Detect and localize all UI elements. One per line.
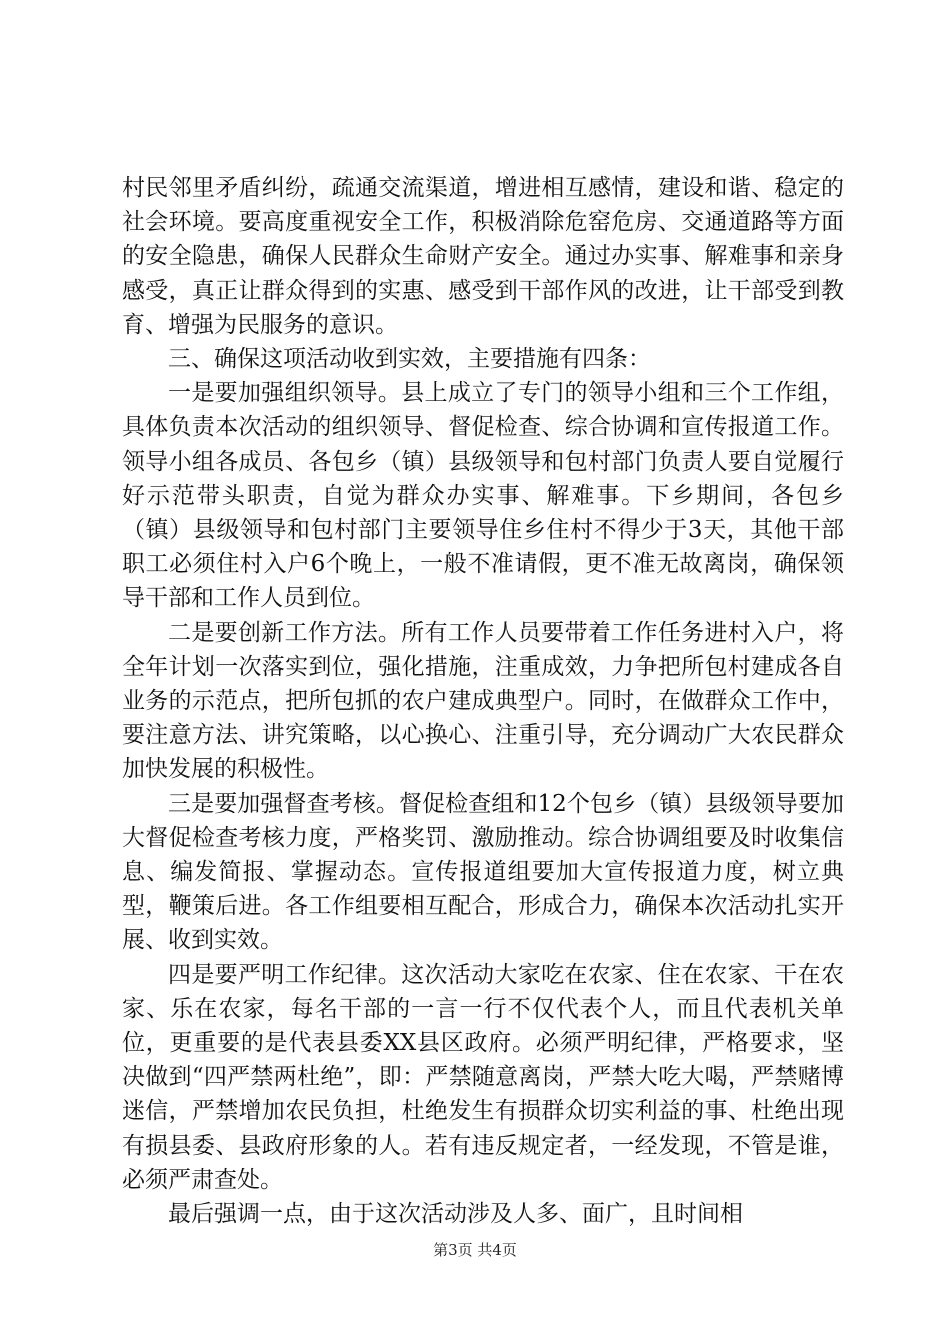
paragraph-2: 三、确保这项活动收到实效，主要措施有四条： — [168, 346, 651, 373]
paragraph-1: 村民邻里矛盾纠纷，疏通交流渠道，增进相互感情，建设和谐、稳定的社会环境。要高度重视安全工作，积极消除危窑危房、交通道路等方面的安全隐患，确保人民群众生命财产安全。通过办实事、解难事和亲身感受，真正让群众得到的实惠、感受到干部作风的改进，让干部受到教育、增强为民服务的意识。 — [122, 175, 844, 338]
paragraph-4: 二是要创新工作方法。所有工作人员要带着工作任务进村入户，将全年计划一次落实到位，强化措施，注重成效，力争把所包村建成各自业务的示范点，把所包抓的农户建成典型户。同时，在做群众工作中，要注意方法、讲究策略，以心换心、注重引导，充分调动广大农民群众加快发展的积极性。 — [122, 619, 844, 783]
paragraph-7: 最后强调一点，由于这次活动涉及人多、面广，且时间相 — [168, 1201, 743, 1228]
paragraph-3: 一是要加强组织领导。县上成立了专门的领导小组和三个工作组，具体负责本次活动的组织领导、督促检查、综合协调和宣传报道工作。领导小组各成员、各包乡（镇）县级领导和包村部门负责人要自觉履行好示范带头职责，自觉为群众办实事、解难事。下乡期间，各包乡（镇）县级领导和包村部门主要领导住乡住村不得少于3天，其他干部职工必须住村入户6个晚上，一般不准请假，更不准无故离岗，确保领导干部和工作人员到位。 — [122, 380, 844, 612]
paragraph-6: 四是要严明工作纪律。这次活动大家吃在农家、住在农家、干在农家、乐在农家，每名干部的一言一行不仅代表个人，而且代表机关单位，更重要的是代表县委XX县区政府。必须严明纪律，严格要求，坚决做到“四严禁两杜绝”，即：严禁随意离岗，严禁大吃大喝，严禁赌博迷信，严禁增加农民负担，杜绝发生有损群众切实利益的事、杜绝出现有损县委、县政府形象的人。若有违反规定者，一经发现，不管是谁，必须严肃查处。 — [122, 961, 844, 1193]
paragraph-5: 三是要加强督查考核。督促检查组和12个包乡（镇）县级领导要加大督促检查考核力度，严格奖罚、激励推动。综合协调组要及时收集信息、编发简报、掌握动态。宣传报道组要加大宣传报道力度，树立典型，鞭策后进。各工作组要相互配合，形成合力，确保本次活动扎实开展、收到实效。 — [122, 790, 844, 954]
document-body — [122, 171, 844, 1231]
page-number-footer: 第3页 共4页 — [433, 1241, 517, 1259]
